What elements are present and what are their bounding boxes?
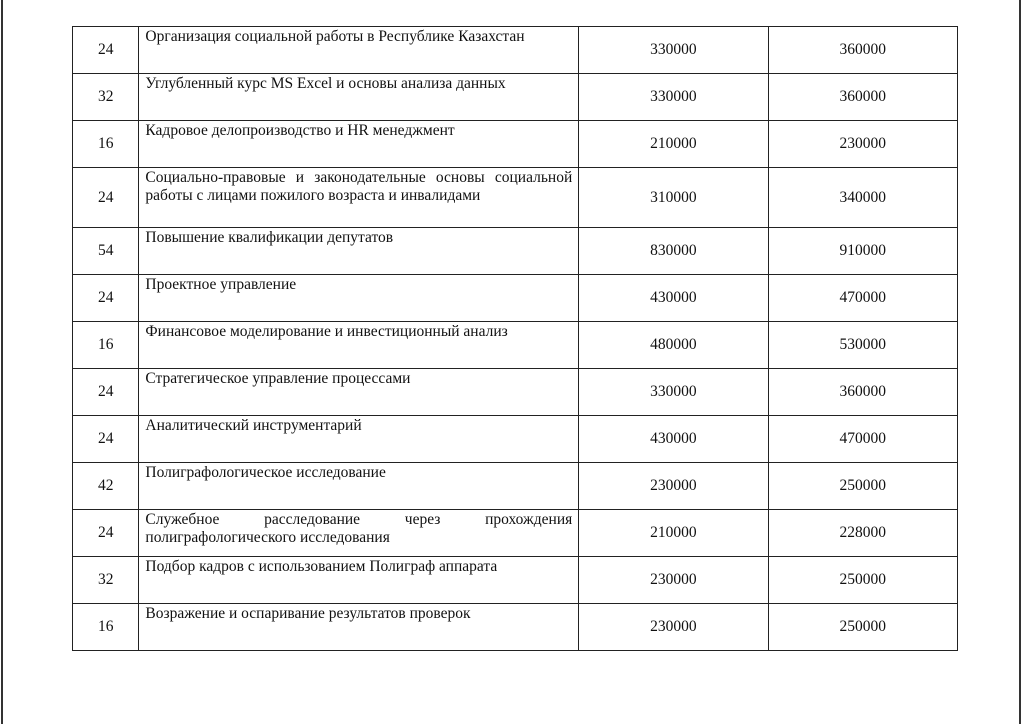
table-row (73, 604, 958, 651)
table-row (73, 463, 958, 510)
table-row (73, 510, 958, 557)
price-cell-2: 228000 (768, 510, 957, 557)
hours-cell: 24 (73, 416, 139, 463)
price-cell-2: 470000 (768, 275, 957, 322)
price-cell-1: 210000 (579, 510, 768, 557)
price-cell-2: 340000 (768, 168, 957, 228)
price-cell-1: 230000 (579, 557, 768, 604)
hours-cell: 24 (73, 510, 139, 557)
table-row (73, 369, 958, 416)
course-name-cell: Финансовое моделирование и инвестиционный анализ (139, 322, 579, 369)
hours-cell: 24 (73, 168, 139, 228)
price-cell-2: 470000 (768, 416, 957, 463)
table-row (73, 557, 958, 604)
course-name-cell: Подбор кадров с использованием Полиграф аппарата (139, 557, 579, 604)
document-page (1, 0, 1021, 724)
price-cell-2: 250000 (768, 557, 957, 604)
hours-cell: 24 (73, 275, 139, 322)
hours-cell: 16 (73, 604, 139, 651)
price-cell-1: 330000 (579, 27, 768, 74)
course-name-cell: Социально-правовые и законодательные основы социальной работы с лицами пожилого возраста и инвалидами (139, 168, 579, 228)
price-cell-1: 330000 (579, 74, 768, 121)
price-cell-1: 480000 (579, 322, 768, 369)
course-name-cell: Стратегическое управление процессами (139, 369, 579, 416)
table-row (73, 27, 958, 74)
course-name-cell: Организация социальной работы в Республике Казахстан (139, 27, 579, 74)
price-cell-2: 530000 (768, 322, 957, 369)
price-cell-1: 830000 (579, 228, 768, 275)
price-cell-2: 250000 (768, 463, 957, 510)
course-name-cell: Служебное расследование через прохождения полиграфологического исследования (139, 510, 579, 557)
price-cell-1: 230000 (579, 604, 768, 651)
hours-cell: 54 (73, 228, 139, 275)
table-row (73, 228, 958, 275)
price-cell-2: 250000 (768, 604, 957, 651)
course-name-cell: Повышение квалификации депутатов (139, 228, 579, 275)
hours-cell: 42 (73, 463, 139, 510)
hours-cell: 24 (73, 27, 139, 74)
table-row (73, 74, 958, 121)
hours-cell: 24 (73, 369, 139, 416)
course-price-table (72, 26, 958, 651)
course-name-cell: Полиграфологическое исследование (139, 463, 579, 510)
course-name-cell: Углубленный курс MS Excel и основы анализа данных (139, 74, 579, 121)
price-cell-1: 330000 (579, 369, 768, 416)
hours-cell: 32 (73, 74, 139, 121)
course-name-cell: Возражение и оспаривание результатов проверок (139, 604, 579, 651)
table-row (73, 168, 958, 228)
hours-cell: 32 (73, 557, 139, 604)
price-cell-2: 230000 (768, 121, 957, 168)
price-cell-1: 430000 (579, 416, 768, 463)
course-name-cell: Аналитический инструментарий (139, 416, 579, 463)
price-cell-1: 310000 (579, 168, 768, 228)
price-cell-2: 360000 (768, 27, 957, 74)
table-row (73, 121, 958, 168)
table-row (73, 416, 958, 463)
course-name-cell: Кадровое делопроизводство и HR менеджмент (139, 121, 579, 168)
course-name-cell: Проектное управление (139, 275, 579, 322)
price-cell-2: 360000 (768, 74, 957, 121)
price-cell-1: 230000 (579, 463, 768, 510)
price-cell-2: 360000 (768, 369, 957, 416)
table-row (73, 275, 958, 322)
price-cell-1: 430000 (579, 275, 768, 322)
table-row (73, 322, 958, 369)
price-cell-1: 210000 (579, 121, 768, 168)
price-cell-2: 910000 (768, 228, 957, 275)
hours-cell: 16 (73, 121, 139, 168)
hours-cell: 16 (73, 322, 139, 369)
